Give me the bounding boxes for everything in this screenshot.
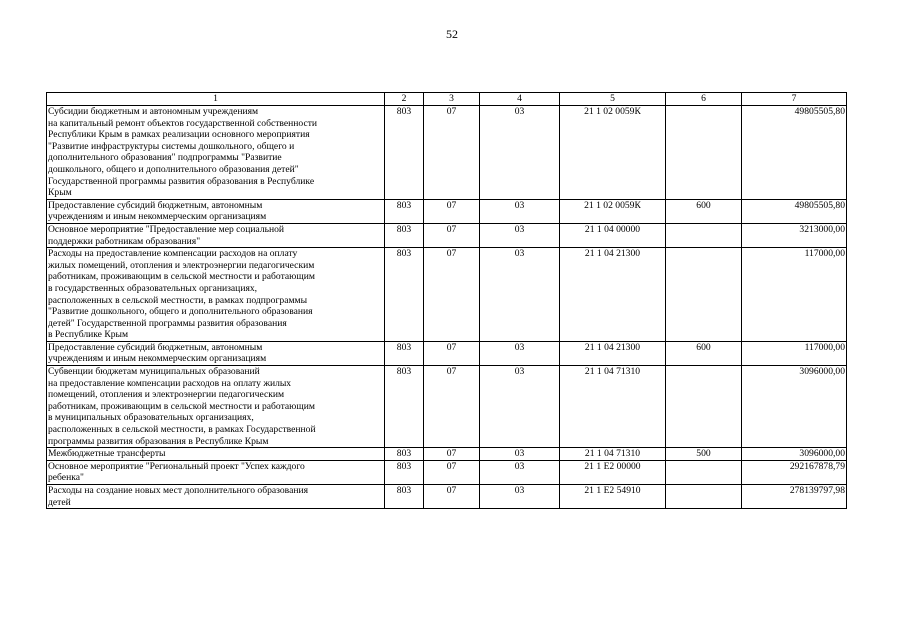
amount: 3213000,00 [742,223,847,247]
subsection-code: 03 [480,448,560,461]
target-article-code: 21 1 04 21300 [560,248,666,342]
section-code: 07 [424,199,480,223]
table-row [47,341,847,365]
target-article-code: 21 1 E2 00000 [560,460,666,484]
ministry-code: 803 [385,223,424,247]
subsection-code: 03 [480,485,560,509]
row-description: Предоставление субсидий бюджетным, автономным учреждениям и иным некоммерческим организациям [47,341,385,365]
amount: 292167878,79 [742,460,847,484]
table-row [47,106,847,200]
budget-table [46,92,847,509]
amount: 117000,00 [742,248,847,342]
expense-type-code [666,248,742,342]
target-article-code: 21 1 E2 54910 [560,485,666,509]
ministry-code: 803 [385,248,424,342]
section-code: 07 [424,460,480,484]
row-description: Основное мероприятие "Региональный проект "Успех каждого ребенка" [47,460,385,484]
ministry-code: 803 [385,485,424,509]
section-code: 07 [424,248,480,342]
page-number: 52 [446,27,458,41]
row-description: Основное мероприятие "Предоставление мер социальной поддержки работникам образования" [47,223,385,247]
column-header: 3 [424,93,480,106]
target-article-code: 21 1 02 0059К [560,106,666,200]
target-article-code: 21 1 02 0059К [560,199,666,223]
ministry-code: 803 [385,366,424,448]
subsection-code: 03 [480,199,560,223]
subsection-code: 03 [480,341,560,365]
table-row [47,448,847,461]
subsection-code: 03 [480,460,560,484]
target-article-code: 21 1 04 00000 [560,223,666,247]
section-code: 07 [424,366,480,448]
expense-type-code: 600 [666,199,742,223]
column-header: 1 [47,93,385,106]
column-header: 2 [385,93,424,106]
target-article-code: 21 1 04 71310 [560,366,666,448]
table-row [47,366,847,448]
column-header: 6 [666,93,742,106]
subsection-code: 03 [480,106,560,200]
subsection-code: 03 [480,366,560,448]
expense-type-code [666,106,742,200]
subsection-code: 03 [480,223,560,247]
ministry-code: 803 [385,106,424,200]
subsection-code: 03 [480,248,560,342]
amount: 3096000,00 [742,366,847,448]
row-description: Субсидии бюджетным и автономным учреждениям на капитальный ремонт объектов государственной собственности Республики Крым в рамках реализации основного мероприятия "Развитие инфраструктуры системы дошкольного, общего и дополнительного образования" подпрограммы "Развитие дошкольного, общего и дополнительного образования детей" Государственной программы развития образования в Республике Крым [47,106,385,200]
row-description: Расходы на предоставление компенсации расходов на оплату жилых помещений, отопления и электроэнергии педагогическим работникам, проживающим в сельской местности и работающим в государственных образовательных организациях, расположенных в сельской местности, в рамках подпрограммы "Развитие дошкольного, общего и дополнительного образования детей" Государственной программы развития образования в Республике Крым [47,248,385,342]
column-header: 5 [560,93,666,106]
ministry-code: 803 [385,199,424,223]
target-article-code: 21 1 04 21300 [560,341,666,365]
section-code: 07 [424,223,480,247]
row-description: Межбюджетные трансферты [47,448,385,461]
expense-type-code [666,485,742,509]
table-row [47,248,847,342]
table-row [47,460,847,484]
section-code: 07 [424,106,480,200]
amount: 3096000,00 [742,448,847,461]
expense-type-code [666,366,742,448]
target-article-code: 21 1 04 71310 [560,448,666,461]
table-header-row [47,93,847,106]
expense-type-code: 600 [666,341,742,365]
amount: 49805505,80 [742,199,847,223]
amount: 49805505,80 [742,106,847,200]
ministry-code: 803 [385,460,424,484]
table-row [47,199,847,223]
amount: 117000,00 [742,341,847,365]
amount: 278139797,98 [742,485,847,509]
section-code: 07 [424,341,480,365]
ministry-code: 803 [385,341,424,365]
row-description: Предоставление субсидий бюджетным, автономным учреждениям и иным некоммерческим организациям [47,199,385,223]
expense-type-code [666,460,742,484]
section-code: 07 [424,485,480,509]
column-header: 4 [480,93,560,106]
row-description: Субвенции бюджетам муниципальных образований на предоставление компенсации расходов на оплату жилых помещений, отопления и электроэнергии педагогическим работникам, проживающим в сельской местности и работающим в муниципальных образовательных организациях, расположенных в сельской местности, в рамках Государственной программы развития образования в Республике Крым [47,366,385,448]
table-row [47,485,847,509]
ministry-code: 803 [385,448,424,461]
expense-type-code [666,223,742,247]
column-header: 7 [742,93,847,106]
section-code: 07 [424,448,480,461]
row-description: Расходы на создание новых мест дополнительного образования детей [47,485,385,509]
table-row [47,223,847,247]
expense-type-code: 500 [666,448,742,461]
